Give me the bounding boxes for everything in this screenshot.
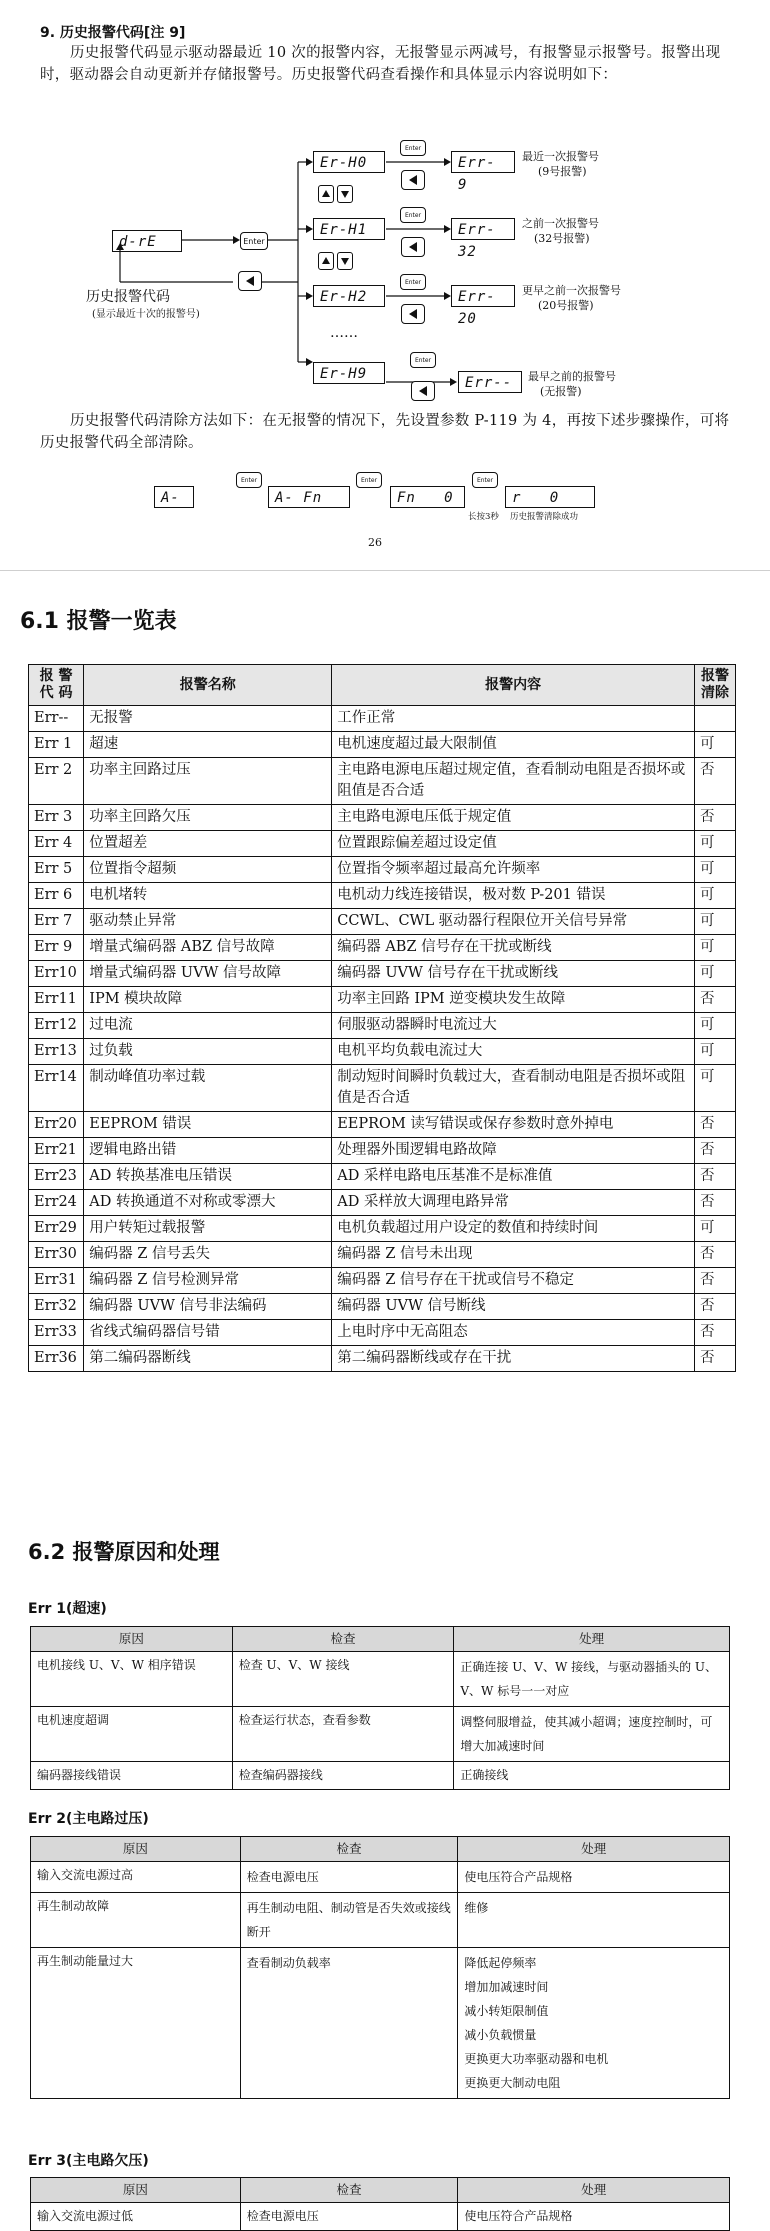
alarm-content-cell: 伺服驱动器瞬时电流过大	[332, 1013, 695, 1039]
clear-enter-key-2[interactable]: Enter	[356, 472, 382, 488]
alarm-clear-cell: 可	[694, 1216, 735, 1242]
history-label-note: (显示最近十次的报警号)	[92, 309, 200, 320]
alarm-name-cell: 功率主回路欠压	[84, 805, 332, 831]
alarm-content-cell: EEPROM 读写错误或保存参数时意外掉电	[332, 1112, 695, 1138]
display-er-h9: Er-H9	[313, 362, 385, 384]
err2-row	[31, 1893, 730, 1948]
alarm-clear-cell: 否	[694, 987, 735, 1013]
err3-title: Err 3(主电路欠压)	[28, 2153, 149, 2169]
note-sub-row9: (无报警)	[540, 385, 582, 398]
err1-row	[31, 1707, 730, 1762]
action-cell	[458, 1948, 730, 2099]
alarm-content-cell: CCWL、CWL 驱动器行程限位开关信号异常	[332, 909, 695, 935]
alarm-name-cell: 编码器 Z 信号检测异常	[84, 1268, 332, 1294]
alarm-code-cell: Err 6	[29, 883, 84, 909]
err2-table	[30, 1836, 730, 2099]
alarm-content-cell: 上电时序中无高阻态	[332, 1320, 695, 1346]
clear-success-note: 历史报警清除成功	[510, 512, 579, 522]
note-sub-row0: (9号报警)	[538, 165, 587, 178]
action-cell: 正确连接 U、V、W 接线，与驱动器插头的 U、V、W 标号一一对应	[454, 1652, 730, 1707]
alarm-content-cell: 电机速度超过最大限制值	[332, 732, 695, 758]
err1-row	[31, 1652, 730, 1707]
enter-key-row1[interactable]: Enter	[400, 207, 426, 223]
alarm-content-cell: 位置指令频率超过最高允许频率	[332, 857, 695, 883]
down-key-2[interactable]	[337, 252, 353, 270]
action-cell	[458, 1862, 730, 1893]
alarm-code-cell: Err29	[29, 1216, 84, 1242]
alarm-clear-cell: 否	[694, 1112, 735, 1138]
clear-enter-key-1[interactable]: Enter	[236, 472, 262, 488]
alarm-code-cell: Err 4	[29, 831, 84, 857]
alarm-content-cell: 功率主回路 IPM 逆变模块发生故障	[332, 987, 695, 1013]
alarm-clear-cell: 否	[694, 805, 735, 831]
action-cell: 调整伺服增益，使其减小超调；速度控制时，可增大加减速时间	[454, 1707, 730, 1762]
alarm-code-cell: Err 3	[29, 805, 84, 831]
alarm-content-cell: 处理器外围逻辑电路故障	[332, 1138, 695, 1164]
alarm-clear-cell: 否	[694, 1294, 735, 1320]
enter-key-row0[interactable]: Enter	[400, 140, 426, 156]
alarm-code-cell: Err 5	[29, 857, 84, 883]
ellipsis: ……	[330, 325, 358, 341]
err1-header-action: 处理	[454, 1627, 730, 1652]
alarm-code-cell: Err20	[29, 1112, 84, 1138]
up-key-2[interactable]	[318, 252, 334, 270]
up-key-1[interactable]	[318, 185, 334, 203]
note-row2: 更早之前一次报警号	[522, 284, 621, 297]
err1-title: Err 1(超速)	[28, 1601, 107, 1617]
alarm-code-cell: Err36	[29, 1346, 84, 1372]
err2-header-row	[31, 1837, 730, 1862]
alarm-content-cell: 主电路电源电压超过规定值，查看制动电阻是否损坏或阻值是否合适	[332, 758, 695, 805]
alarm-clear-cell: 否	[694, 758, 735, 805]
cause-cell: 电机接线 U、V、W 相序错误	[31, 1652, 233, 1707]
alarm-code-cell: Err10	[29, 961, 84, 987]
action-line: 增加加减速时间	[464, 1980, 549, 1994]
err2-row	[31, 1862, 730, 1893]
alarm-clear-cell: 否	[694, 1320, 735, 1346]
action-line: 维修	[464, 1901, 489, 1915]
back-key-row1[interactable]	[401, 237, 425, 257]
display-er-h2: Er-H2	[313, 285, 385, 307]
alarm-clear-cell	[694, 706, 735, 732]
clear-display-4: r 0	[505, 486, 595, 508]
alarm-code-cell: Err33	[29, 1320, 84, 1346]
alarm-clear-cell: 否	[694, 1346, 735, 1372]
alarm-content-cell: 主电路电源电压低于规定值	[332, 805, 695, 831]
enter-key[interactable]: Enter	[240, 232, 268, 250]
clear-display-2: A- Fn	[268, 486, 350, 508]
alarm-name-cell: 制动峰值功率过载	[84, 1065, 332, 1112]
alarm-code-cell: Err24	[29, 1190, 84, 1216]
check-cell: 检查编码器接线	[232, 1762, 454, 1790]
alarm-clear-cell: 否	[694, 1138, 735, 1164]
note-sub-row2: (20号报警)	[538, 299, 594, 312]
display-er-h0: Er-H0	[313, 151, 385, 173]
alarm-row	[29, 1112, 736, 1138]
section-9-intro: 历史报警代码显示驱动器最近 10 次的报警内容，无报警显示两减号，有报警显示报警号。报警出现时，驱动器会自动更新并存储报警号。历史报警代码查看操作和具体显示内容说明如下：	[40, 45, 721, 83]
note-row0: 最近一次报警号	[522, 150, 599, 163]
diagram-connector-lines	[0, 0, 770, 420]
alarm-row	[29, 1294, 736, 1320]
err1-table	[30, 1626, 730, 1790]
alarm-clear-cell: 否	[694, 1164, 735, 1190]
alarm-row	[29, 732, 736, 758]
alarm-name-cell: EEPROM 错误	[84, 1112, 332, 1138]
alarm-content-cell: 第二编码器断线或存在干扰	[332, 1346, 695, 1372]
alarm-row	[29, 857, 736, 883]
alarm-list-header-row	[29, 665, 736, 706]
err3-header-check: 检查	[240, 2178, 458, 2203]
alarm-name-cell: 位置超差	[84, 831, 332, 857]
alarm-row	[29, 1242, 736, 1268]
alarm-content-cell: AD 采样放大调理电路异常	[332, 1190, 695, 1216]
note-row1: 之前一次报警号	[522, 217, 599, 230]
back-key-row9[interactable]	[411, 381, 435, 401]
alarm-row	[29, 1039, 736, 1065]
display-alarm-row0: Err- 9	[451, 151, 515, 173]
alarm-row	[29, 1268, 736, 1294]
alarm-content-cell: 编码器 ABZ 信号存在干扰或断线	[332, 935, 695, 961]
down-key-1[interactable]	[337, 185, 353, 203]
alarm-row	[29, 1190, 736, 1216]
alarm-name-cell: AD 转换通道不对称或零漂大	[84, 1190, 332, 1216]
cause-cell: 编码器接线错误	[31, 1762, 233, 1790]
check-cell: 检查电源电压	[240, 2203, 458, 2231]
check-cell: 检查电源电压	[240, 1862, 458, 1893]
section-6-1-title: 6.1 报警一览表	[20, 609, 177, 634]
alarm-code-cell: Err31	[29, 1268, 84, 1294]
alarm-name-cell: 过负载	[84, 1039, 332, 1065]
alarm-code-cell: Err12	[29, 1013, 84, 1039]
alarm-code-cell: Err 9	[29, 935, 84, 961]
back-key-row0[interactable]	[401, 170, 425, 190]
alarm-name-cell: 增量式编码器 ABZ 信号故障	[84, 935, 332, 961]
alarm-clear-cell: 否	[694, 1242, 735, 1268]
cause-cell: 电机速度超调	[31, 1707, 233, 1762]
err2-body	[31, 1862, 730, 2099]
clear-display-1: A-	[154, 486, 194, 508]
alarm-list-table	[28, 664, 736, 1372]
check-cell: 检查 U、V、W 接线	[232, 1652, 454, 1707]
action-cell: 正确接线	[454, 1762, 730, 1790]
alarm-row	[29, 987, 736, 1013]
alarm-code-cell: Err11	[29, 987, 84, 1013]
action-line: 减小转矩限制值	[464, 2004, 549, 2018]
alarm-clear-cell: 可	[694, 831, 735, 857]
alarm-code-cell: Err13	[29, 1039, 84, 1065]
alarm-row	[29, 1065, 736, 1112]
header-code: 报 警 代 码	[29, 665, 84, 706]
err2-header-action: 处理	[458, 1837, 730, 1862]
action-line: 降低起停频率	[464, 1956, 537, 1970]
section-6-2-title: 6.2 报警原因和处理	[28, 1540, 220, 1564]
alarm-row	[29, 883, 736, 909]
alarm-clear-cell: 否	[694, 1268, 735, 1294]
alarm-row	[29, 961, 736, 987]
err2-header-cause: 原因	[31, 1837, 241, 1862]
alarm-row	[29, 1013, 736, 1039]
alarm-clear-cell: 可	[694, 1039, 735, 1065]
note-row9: 最早之前的报警号	[528, 370, 616, 383]
page-divider	[0, 570, 770, 571]
alarm-name-cell: 编码器 Z 信号丢失	[84, 1242, 332, 1268]
alarm-list-body	[29, 706, 736, 1372]
alarm-content-cell: AD 采样电路电压基准不是标准值	[332, 1164, 695, 1190]
err2-header-check: 检查	[240, 1837, 458, 1862]
display-alarm-row9: Err--	[458, 371, 522, 393]
alarm-code-cell: Err--	[29, 706, 84, 732]
alarm-content-cell: 编码器 Z 信号未出现	[332, 1242, 695, 1268]
err3-header-cause: 原因	[31, 2178, 241, 2203]
display-alarm-row2: Err-20	[451, 285, 515, 307]
alarm-name-cell: 位置指令超频	[84, 857, 332, 883]
alarm-content-cell: 编码器 Z 信号存在干扰或信号不稳定	[332, 1268, 695, 1294]
page-number: 26	[368, 536, 382, 549]
back-key-row2[interactable]	[401, 304, 425, 324]
err3-header-action: 处理	[458, 2178, 730, 2203]
alarm-clear-cell: 可	[694, 961, 735, 987]
display-er-h1: Er-H1	[313, 218, 385, 240]
alarm-row	[29, 831, 736, 857]
alarm-code-cell: Err32	[29, 1294, 84, 1320]
action-line: 减小负载惯量	[464, 2028, 537, 2042]
alarm-name-cell: 省线式编码器信号错	[84, 1320, 332, 1346]
alarm-code-cell: Err 7	[29, 909, 84, 935]
alarm-clear-cell: 可	[694, 935, 735, 961]
alarm-name-cell: 增量式编码器 UVW 信号故障	[84, 961, 332, 987]
alarm-name-cell: 过电流	[84, 1013, 332, 1039]
action-line: 更换更大功率驱动器和电机	[464, 2052, 609, 2066]
cause-cell: 再生制动故障	[31, 1893, 241, 1948]
err2-title: Err 2(主电路过压)	[28, 1811, 149, 1827]
alarm-row	[29, 1164, 736, 1190]
display-d-re: d-rE	[112, 230, 182, 252]
check-cell: 查看制动负载率	[240, 1948, 458, 2099]
alarm-clear-cell: 可	[694, 1013, 735, 1039]
alarm-name-cell: 功率主回路过压	[84, 758, 332, 805]
cause-cell: 输入交流电源过低	[31, 2203, 241, 2231]
cause-cell: 再生制动能量过大	[31, 1948, 241, 2099]
err1-header-check: 检查	[232, 1627, 454, 1652]
alarm-name-cell: 电机堵转	[84, 883, 332, 909]
history-label: 历史报警代码	[86, 289, 170, 305]
alarm-name-cell: 驱动禁止异常	[84, 909, 332, 935]
alarm-clear-cell: 可	[694, 883, 735, 909]
alarm-code-cell: Err 2	[29, 758, 84, 805]
alarm-content-cell: 工作正常	[332, 706, 695, 732]
check-cell: 再生制动电阻、制动管是否失效或接线断开	[240, 1893, 458, 1948]
action-line: 更换更大制动电阻	[464, 2076, 561, 2090]
alarm-row	[29, 1346, 736, 1372]
alarm-code-cell: Err30	[29, 1242, 84, 1268]
alarm-code-cell: Err23	[29, 1164, 84, 1190]
alarm-content-cell: 电机动力线连接错误，极对数 P-201 错误	[332, 883, 695, 909]
err3-row	[31, 2203, 730, 2231]
err3-table	[30, 2177, 730, 2231]
alarm-name-cell: AD 转换基准电压错误	[84, 1164, 332, 1190]
alarm-clear-cell: 可	[694, 857, 735, 883]
action-cell	[458, 1893, 730, 1948]
alarm-clear-cell: 否	[694, 1190, 735, 1216]
alarm-content-cell: 编码器 UVW 信号存在干扰或断线	[332, 961, 695, 987]
alarm-code-cell: Err 1	[29, 732, 84, 758]
clear-display-3: Fn 0	[390, 486, 465, 508]
alarm-name-cell: 无报警	[84, 706, 332, 732]
err1-row	[31, 1762, 730, 1790]
alarm-name-cell: 第二编码器断线	[84, 1346, 332, 1372]
enter-key-row2[interactable]: Enter	[400, 274, 426, 290]
alarm-content-cell: 电机平均负载电流过大	[332, 1039, 695, 1065]
alarm-content-cell: 电机负载超过用户设定的数值和持续时间	[332, 1216, 695, 1242]
alarm-row	[29, 1138, 736, 1164]
alarm-content-cell: 位置跟踪偏差超过设定值	[332, 831, 695, 857]
alarm-name-cell: 逻辑电路出错	[84, 1138, 332, 1164]
alarm-row	[29, 935, 736, 961]
alarm-row	[29, 758, 736, 805]
alarm-code-cell: Err14	[29, 1065, 84, 1112]
alarm-name-cell: IPM 模块故障	[84, 987, 332, 1013]
check-cell: 检查运行状态，查看参数	[232, 1707, 454, 1762]
alarm-content-cell: 制动短时间瞬时负载过大，查看制动电阻是否损坏或阻值是否合适	[332, 1065, 695, 1112]
section-9-title: 9. 历史报警代码[注 9]	[40, 25, 186, 41]
section-9-clear-text: 历史报警代码清除方法如下：在无报警的情况下，先设置参数 P-119 为 4，再按下述步骤操作，可将历史报警代码全部清除。	[40, 413, 730, 451]
alarm-history-diagram	[0, 0, 770, 420]
note-sub-row1: (32号报警)	[534, 232, 590, 245]
err3-header-row	[31, 2178, 730, 2203]
action-line: 使电压符合产品规格	[464, 1870, 573, 1884]
alarm-name-cell: 用户转矩过载报警	[84, 1216, 332, 1242]
back-key[interactable]	[238, 271, 262, 291]
enter-key-row9[interactable]: Enter	[410, 352, 436, 368]
alarm-row	[29, 1216, 736, 1242]
err1-header-cause: 原因	[31, 1627, 233, 1652]
display-alarm-row1: Err-32	[451, 218, 515, 240]
header-content: 报警内容	[332, 665, 695, 706]
header-clear: 报警清除	[694, 665, 735, 706]
cause-cell: 输入交流电源过高	[31, 1862, 241, 1893]
alarm-clear-cell: 可	[694, 909, 735, 935]
alarm-content-cell: 编码器 UVW 信号断线	[332, 1294, 695, 1320]
err1-header-row	[31, 1627, 730, 1652]
header-name: 报警名称	[84, 665, 332, 706]
alarm-name-cell: 编码器 UVW 信号非法编码	[84, 1294, 332, 1320]
clear-enter-key-3[interactable]: Enter	[472, 472, 498, 488]
alarm-row	[29, 909, 736, 935]
alarm-row	[29, 805, 736, 831]
hold-note: 长按3秒	[468, 512, 499, 522]
action-cell: 使电压符合产品规格	[458, 2203, 730, 2231]
alarm-row	[29, 1320, 736, 1346]
alarm-code-cell: Err21	[29, 1138, 84, 1164]
alarm-name-cell: 超速	[84, 732, 332, 758]
err2-row	[31, 1948, 730, 2099]
alarm-clear-cell: 可	[694, 1065, 735, 1112]
alarm-clear-cell: 可	[694, 732, 735, 758]
alarm-row	[29, 706, 736, 732]
